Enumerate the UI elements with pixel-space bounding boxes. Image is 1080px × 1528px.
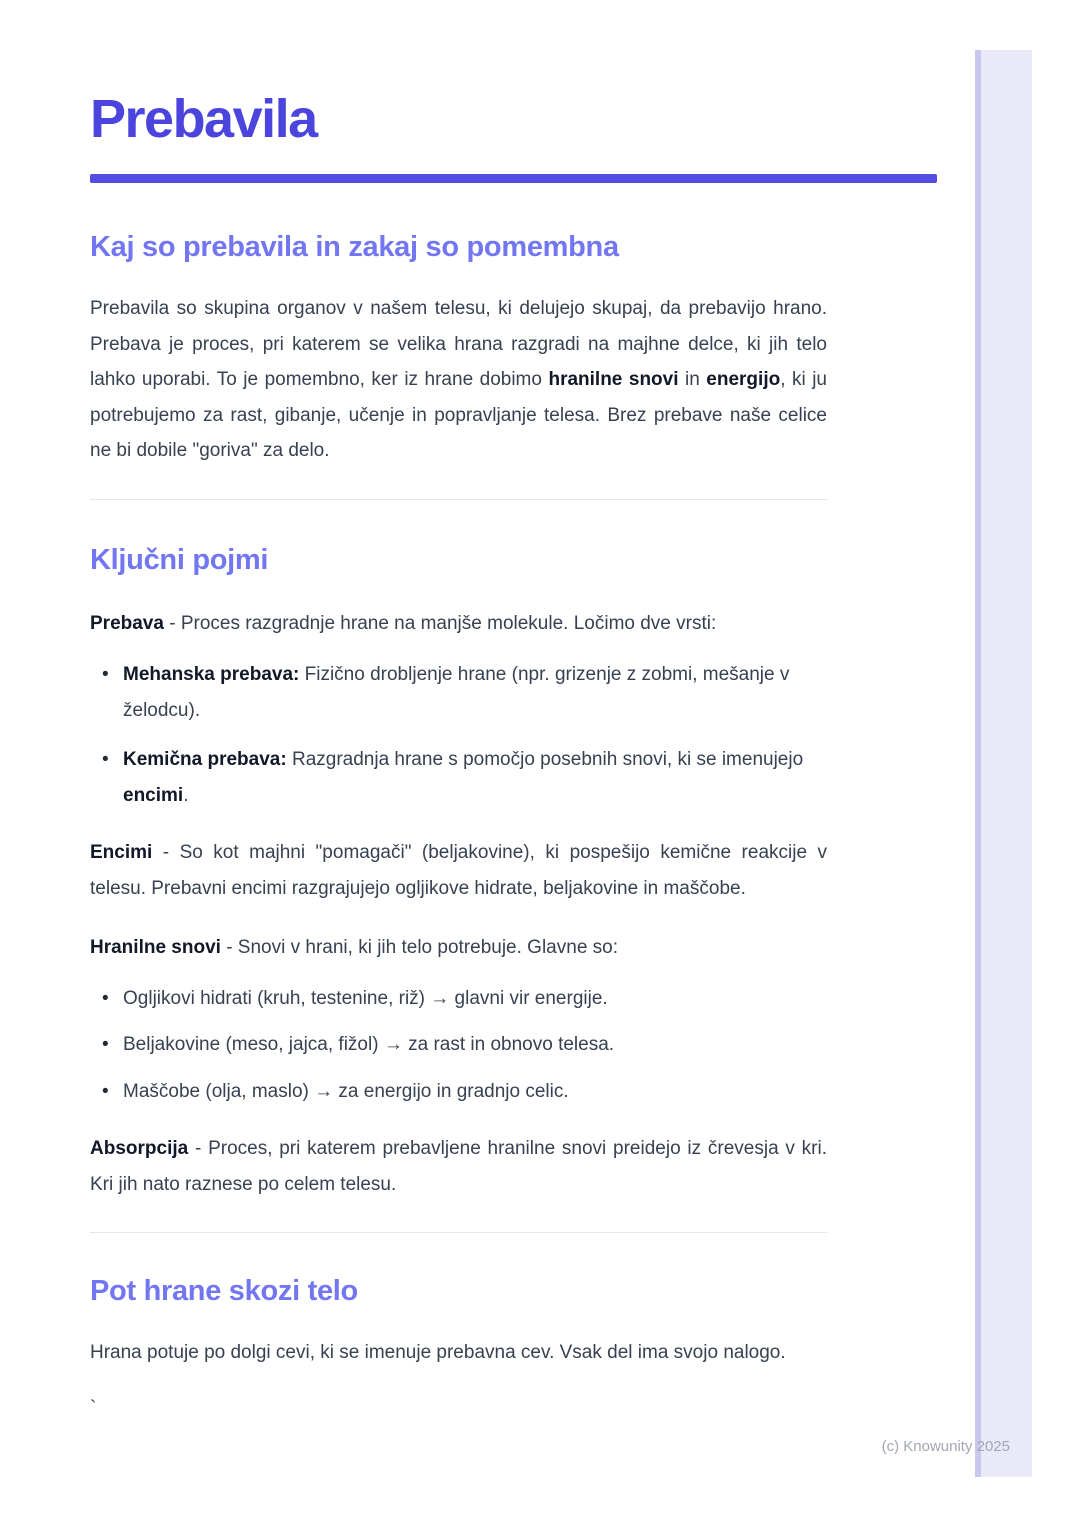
bold-term: energijo [706,369,781,390]
paragraph-segment: Fizično drobljenje hrane (npr. grizenje z zobmi, mešanje v želodcu). [123,664,790,721]
nutrients-list [90,981,827,1110]
bold-term: Kemična prebava: [123,749,287,770]
list-item [90,1074,827,1110]
stray-backtick-character: ` [90,1397,97,1419]
paragraph-segment: in [678,369,707,390]
paragraph-segment: - Snovi v hrani, ki jih telo potrebuje. Glavne so: [220,937,619,958]
paragraph-segment: Maščobe (olja, maslo) → za energijo in gradnjo celic. [123,1080,569,1102]
list-item [90,657,827,728]
paragraph-segment: Ogljikovi hidrati (kruh, testenine, riž) → glavni vir energije. [123,987,608,1009]
document-page [90,0,937,1442]
scrollbar-track[interactable] [975,50,1032,1477]
term-encimi [90,835,827,906]
bold-term: Mehanska prebava: [123,664,300,685]
bold-term: Hranilne snovi [90,937,221,958]
copyright-notice: (c) Knowunity 2025 [881,1438,1010,1455]
bold-term: hranilne snovi [548,369,679,390]
bold-term: Prebava [90,612,164,634]
bullet-dot: • [102,664,109,685]
food-path-paragraph: Hrana potuje po dolgi cevi, ki se imenuje prebavna cev. Vsak del ima svojo nalogo. [90,1342,786,1363]
bold-term: Encimi [90,842,153,863]
list-item [90,1027,827,1063]
bold-term: Absorpcija [90,1138,189,1159]
paragraph-segment: - So kot majhni "pomagači" (beljakovine), ki pospešijo kemične reakcije v telesu. Prebavni encimi razgrajujejo ogljikove hidrate, beljakovine in maščobe. [90,842,827,899]
term-absorpcija [90,1131,827,1202]
bullet-dot: • [102,987,109,1009]
paragraph-segment: Razgradnja hrane s pomočjo posebnih snovi, ki se imenujejo [286,749,804,770]
section-heading-intro: Kaj so prebavila in zakaj so pomembna [90,231,619,263]
bold-term: encimi [123,784,184,806]
section-heading-food-path: Pot hrane skozi telo [90,1275,358,1307]
paragraph-segment: . [183,784,189,806]
bullet-dot: • [102,1080,109,1102]
section-divider [90,1232,827,1233]
term-prebava [90,606,827,642]
bullet-dot: • [102,1034,109,1055]
intro-paragraph [90,291,827,469]
list-item [90,742,827,813]
bullet-dot: • [102,749,109,770]
section-divider [90,499,827,500]
page-title: Prebavila [90,89,317,149]
digestion-types-list [90,657,827,813]
list-item [90,981,827,1017]
paragraph-segment: Prebavila so skupina organov v našem telesu, ki delujejo skupaj, da prebavijo hrano. Prebava je proces, pri katerem se velika hrana razgradi na majhne delce, ki jih telo lahko uporabi. To je pomembno, ker iz hrane dobimo [90,298,827,390]
paragraph-segment: - Proces razgradnje hrane na manjše molekule. Ločimo dve vrsti: [163,612,717,634]
paragraph-segment: Beljakovine (meso, jajca, fižol) → za rast in obnovo telesa. [123,1034,615,1055]
paragraph-segment: - Proces, pri katerem prebavljene hranilne snovi preidejo iz črevesja v kri. Kri jih nato raznese po celem telesu. [90,1138,827,1195]
title-underline-rule [90,174,937,183]
section-heading-key-terms: Ključni pojmi [90,543,269,576]
paragraph-segment: , ki ju potrebujemo za rast, gibanje, učenje in popravljanje telesa. Brez prebave naše celice ne bi dobile "goriva" za delo. [90,369,827,461]
term-hranilne-snovi [90,930,827,966]
